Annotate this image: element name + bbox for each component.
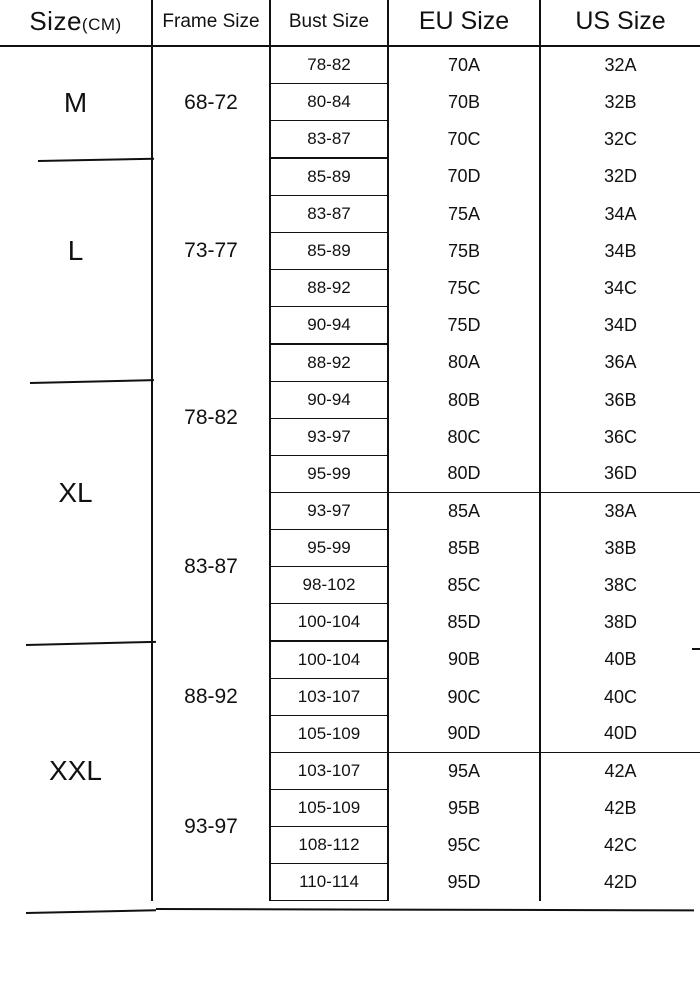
cell-bust: 95-99: [270, 456, 388, 493]
cell-us: 34B: [540, 233, 700, 270]
table-row: [0, 344, 700, 382]
cell-us: 32B: [540, 84, 700, 121]
cell-bust: 83-87: [270, 121, 388, 159]
cell-eu: 80C: [388, 419, 540, 456]
cell-bust: 85-89: [270, 233, 388, 270]
cell-eu: 80B: [388, 382, 540, 419]
cell-eu: 90B: [388, 641, 540, 679]
cell-size: L: [0, 158, 152, 344]
cell-bust: 105-109: [270, 716, 388, 753]
column-header-us-size: US Size: [540, 0, 700, 46]
cell-bust: 105-109: [270, 790, 388, 827]
cell-us: 38B: [540, 530, 700, 567]
cell-eu: 90D: [388, 716, 540, 753]
cell-bust: 100-104: [270, 641, 388, 679]
cell-bust: 88-92: [270, 344, 388, 382]
column-header-size-unit: (CM): [81, 15, 122, 34]
cell-us: 36C: [540, 419, 700, 456]
cell-bust: 93-97: [270, 419, 388, 456]
cell-eu: 95B: [388, 790, 540, 827]
cell-eu: 70D: [388, 158, 540, 196]
cell-frame: 93-97: [152, 753, 270, 901]
cell-bust: 98-102: [270, 567, 388, 604]
column-header-size-label: Size: [29, 6, 82, 36]
cell-eu: 75A: [388, 196, 540, 233]
table-row: [0, 641, 700, 679]
cell-eu: 90C: [388, 679, 540, 716]
cell-bust: 83-87: [270, 196, 388, 233]
table-bottom-line-left: [26, 909, 156, 914]
right-edge-tick: [692, 648, 700, 650]
cell-us: 36D: [540, 456, 700, 493]
cell-bust: 78-82: [270, 46, 388, 84]
column-header-eu-size: EU Size: [388, 0, 540, 46]
cell-us: 32D: [540, 158, 700, 196]
cell-frame: 88-92: [152, 641, 270, 753]
column-header-size: [0, 0, 152, 46]
cell-bust: 90-94: [270, 307, 388, 345]
column-header-bust-size: Bust Size: [270, 0, 388, 46]
table-bottom-line: [156, 908, 694, 911]
cell-eu: 75B: [388, 233, 540, 270]
cell-eu: 85A: [388, 493, 540, 530]
cell-eu: 95A: [388, 753, 540, 790]
cell-us: 34A: [540, 196, 700, 233]
cell-us: 38A: [540, 493, 700, 530]
cell-eu: 85B: [388, 530, 540, 567]
cell-us: 34D: [540, 307, 700, 345]
table-body: [0, 46, 700, 901]
cell-bust: 90-94: [270, 382, 388, 419]
cell-us: 40D: [540, 716, 700, 753]
cell-eu: 75D: [388, 307, 540, 345]
cell-bust: 110-114: [270, 864, 388, 901]
cell-eu: 80A: [388, 344, 540, 382]
table-row: [0, 46, 700, 84]
cell-eu: 85D: [388, 604, 540, 642]
cell-eu: 75C: [388, 270, 540, 307]
cell-size: XL: [0, 344, 152, 641]
cell-frame: 73-77: [152, 158, 270, 344]
cell-us: 32A: [540, 46, 700, 84]
cell-eu: 85C: [388, 567, 540, 604]
cell-eu: 70A: [388, 46, 540, 84]
cell-bust: 103-107: [270, 753, 388, 790]
cell-bust: 108-112: [270, 827, 388, 864]
table-header: [0, 0, 700, 46]
cell-us: 42A: [540, 753, 700, 790]
cell-us: 36A: [540, 344, 700, 382]
cell-us: 40C: [540, 679, 700, 716]
cell-bust: 80-84: [270, 84, 388, 121]
cell-us: 42B: [540, 790, 700, 827]
cell-us: 40B: [540, 641, 700, 679]
cell-us: 42C: [540, 827, 700, 864]
cell-bust: 100-104: [270, 604, 388, 642]
cell-frame: 83-87: [152, 493, 270, 642]
cell-us: 34C: [540, 270, 700, 307]
cell-bust: 103-107: [270, 679, 388, 716]
cell-us: 38D: [540, 604, 700, 642]
cell-us: 38C: [540, 567, 700, 604]
cell-us: 32C: [540, 121, 700, 159]
cell-bust: 95-99: [270, 530, 388, 567]
cell-frame: 68-72: [152, 46, 270, 158]
column-header-frame-size: Frame Size: [152, 0, 270, 46]
cell-us: 36B: [540, 382, 700, 419]
cell-eu: 80D: [388, 456, 540, 493]
cell-bust: 85-89: [270, 158, 388, 196]
cell-eu: 70C: [388, 121, 540, 159]
cell-eu: 95D: [388, 864, 540, 901]
cell-size: XXL: [0, 641, 152, 901]
cell-bust: 88-92: [270, 270, 388, 307]
cell-eu: 70B: [388, 84, 540, 121]
cell-eu: 95C: [388, 827, 540, 864]
table-row: [0, 158, 700, 196]
cell-bust: 93-97: [270, 493, 388, 530]
cell-frame: 78-82: [152, 344, 270, 493]
cell-size: M: [0, 46, 152, 158]
cell-us: 42D: [540, 864, 700, 901]
